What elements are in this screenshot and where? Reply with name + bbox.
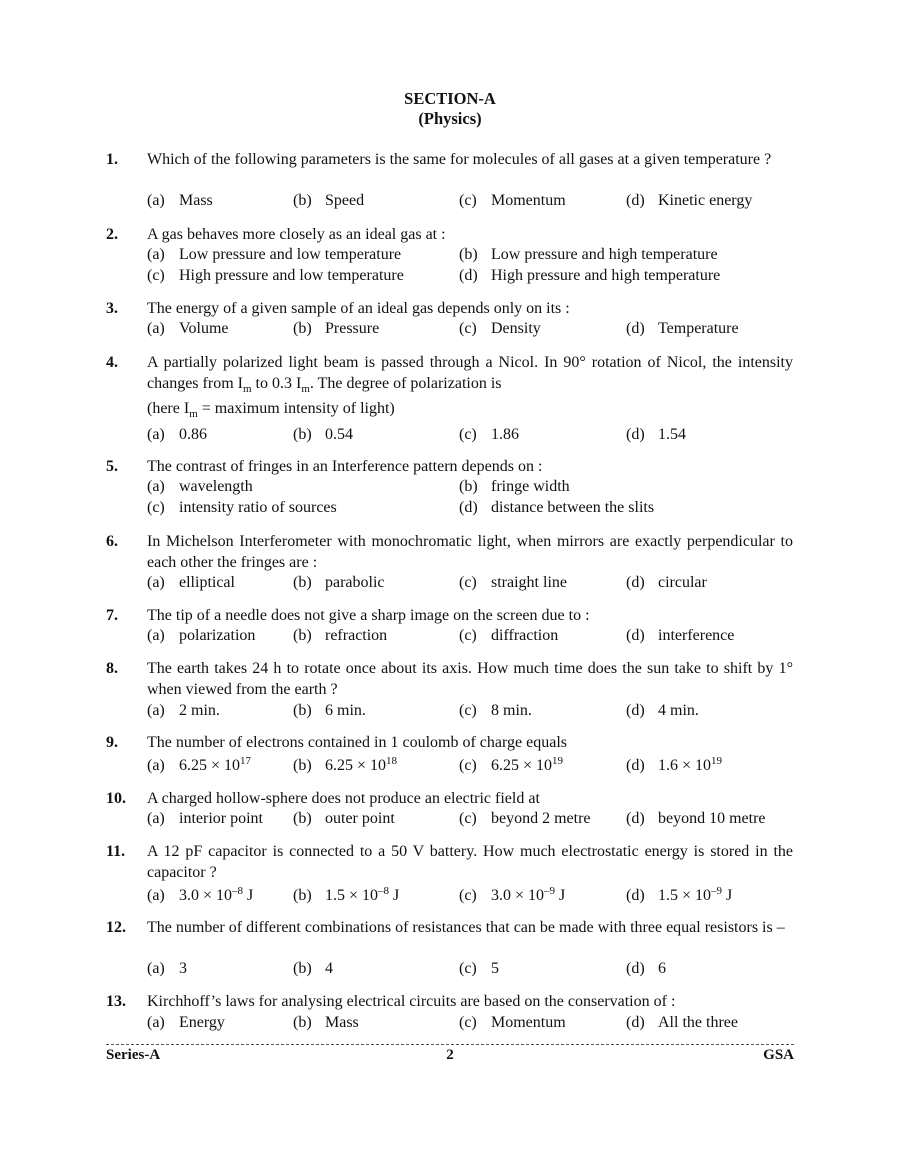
option-text: outer point [325, 810, 395, 827]
option-text: Pressure [325, 320, 380, 337]
option-label: (d) [626, 960, 645, 977]
option-label: (a) [147, 702, 165, 719]
option-label: (d) [626, 702, 645, 719]
option-a [147, 756, 251, 777]
exponent: 19 [711, 755, 723, 767]
option-text: fringe width [491, 478, 570, 495]
question-text: The number of different combinations of resistances that can be made with three equal resistors is – [147, 919, 785, 936]
option-label: (d) [626, 810, 645, 827]
option-label: (c) [459, 810, 477, 827]
option-text: parabolic [325, 574, 385, 591]
option-c [459, 701, 532, 722]
option-b [293, 191, 364, 212]
option-text: Density [491, 320, 541, 337]
question-number: 10. [106, 790, 126, 807]
question-text: The contrast of fringes in an Interference pattern depends on : [147, 458, 543, 475]
option-text: straight line [491, 574, 567, 591]
option-c [459, 626, 558, 647]
option-text: diffraction [491, 627, 559, 644]
option-label: (d) [626, 627, 645, 644]
option-text: Mass [179, 192, 213, 209]
question-number: 4. [106, 354, 118, 371]
option-a [147, 319, 228, 340]
option-text: 1.86 [491, 426, 519, 443]
option-b [293, 809, 395, 830]
option-b [459, 245, 718, 266]
option-text: interior point [179, 810, 263, 827]
option-d [459, 266, 720, 287]
option-label: (c) [459, 887, 477, 904]
unit: J [555, 887, 566, 904]
option-label: (a) [147, 574, 165, 591]
option-c [147, 266, 404, 287]
option-text: elliptical [179, 574, 235, 591]
option-text: 1.54 [658, 426, 686, 443]
option-label: (b) [293, 1014, 312, 1031]
question-number: 12. [106, 919, 126, 936]
option-text: Low pressure and low temperature [179, 246, 402, 263]
unit: J [389, 887, 400, 904]
option-label: (b) [293, 960, 312, 977]
option-label: (a) [147, 1014, 165, 1031]
option-text: 3 [179, 960, 187, 977]
option-b [459, 477, 570, 498]
option-b [293, 626, 387, 647]
option-text: wavelength [179, 478, 253, 495]
unit: J [722, 887, 733, 904]
exponent: –8 [232, 885, 244, 897]
option-d [626, 626, 734, 647]
option-text: Kinetic energy [658, 192, 753, 209]
exponent: 19 [552, 755, 564, 767]
option-text: refraction [325, 627, 388, 644]
option-a [147, 959, 187, 980]
option-text: 3.0 × 10 [491, 887, 545, 904]
option-b [293, 425, 353, 446]
option-text: polarization [179, 627, 256, 644]
option-label: (b) [293, 426, 312, 443]
question-text: The tip of a needle does not give a sharp image on the screen due to : [147, 607, 590, 624]
option-label: (a) [147, 320, 165, 337]
question-number: 1. [106, 151, 118, 168]
option-text: All the three [658, 1014, 738, 1031]
unit: J [243, 887, 254, 904]
option-c [459, 425, 519, 446]
option-label: (c) [459, 574, 477, 591]
question-number: 9. [106, 734, 118, 751]
question-text: The earth takes 24 h to rotate once about its axis. How much time does the sun take to shift by 1° when viewed from the earth ? [147, 660, 793, 698]
option-c [459, 573, 567, 594]
option-d [626, 756, 722, 777]
option-label: (c) [459, 426, 477, 443]
option-d [626, 886, 732, 907]
option-text: 6.25 × 10 [179, 757, 241, 774]
option-label: (c) [459, 702, 477, 719]
option-a [147, 886, 253, 907]
section-title: SECTION-A [404, 89, 496, 108]
option-text: 1.6 × 10 [658, 757, 712, 774]
question-number: 7. [106, 607, 118, 624]
option-c [459, 959, 499, 980]
option-label: (b) [293, 702, 312, 719]
question-number: 6. [106, 533, 118, 550]
exponent: –9 [544, 885, 556, 897]
option-d [626, 573, 707, 594]
option-label: (d) [626, 1014, 645, 1031]
option-label: (d) [626, 574, 645, 591]
question-text: A 12 pF capacitor is connected to a 50 V battery. How much electrostatic energy is stored in the capacitor ? [147, 843, 793, 881]
option-b [293, 319, 379, 340]
footer-code: GSA [763, 1047, 794, 1063]
option-text: Mass [325, 1014, 359, 1031]
option-label: (b) [459, 246, 478, 263]
option-label: (a) [147, 478, 165, 495]
option-label: (b) [293, 574, 312, 591]
option-text: 0.54 [325, 426, 353, 443]
option-text: 6.25 × 10 [491, 757, 553, 774]
option-b [293, 573, 385, 594]
option-a [147, 477, 253, 498]
option-label: (c) [459, 960, 477, 977]
option-label: (a) [147, 246, 165, 263]
option-d [626, 319, 739, 340]
option-text: Low pressure and high temperature [491, 246, 718, 263]
option-text: Energy [179, 1014, 225, 1031]
option-c [459, 756, 563, 777]
option-label: (b) [293, 192, 312, 209]
option-label: (d) [626, 192, 645, 209]
option-text: 4 min. [658, 702, 699, 719]
question-text: Kirchhoff’s laws for analysing electrical circuits are based on the conservation of : [147, 993, 676, 1010]
option-text: Temperature [658, 320, 739, 337]
question-number: 8. [106, 660, 118, 677]
footer-page-number: 2 [446, 1047, 454, 1063]
question-number: 3. [106, 300, 118, 317]
footer-divider [106, 1044, 794, 1045]
option-c [459, 809, 591, 830]
option-label: (a) [147, 627, 165, 644]
option-text: 0.86 [179, 426, 207, 443]
option-label: (a) [147, 960, 165, 977]
option-label: (d) [459, 267, 478, 284]
option-label: (d) [626, 757, 645, 774]
option-b [293, 1013, 359, 1034]
option-text: intensity ratio of sources [179, 499, 337, 516]
option-text: Momentum [491, 192, 566, 209]
option-d [626, 959, 666, 980]
section-subtitle: (Physics) [418, 109, 482, 128]
question-number: 2. [106, 226, 118, 243]
option-label: (c) [459, 192, 477, 209]
option-text: 1.5 × 10 [658, 887, 712, 904]
option-b [293, 701, 366, 722]
option-a [147, 573, 235, 594]
option-label: (c) [459, 757, 477, 774]
option-text: distance between the slits [491, 499, 655, 516]
option-label: (a) [147, 757, 165, 774]
option-text: Volume [179, 320, 229, 337]
question-number: 11. [106, 843, 126, 860]
option-text: High pressure and high temperature [491, 267, 721, 284]
option-a [147, 191, 213, 212]
option-text: 1.5 × 10 [325, 887, 379, 904]
question-number: 5. [106, 458, 118, 475]
option-label: (d) [626, 426, 645, 443]
question-number: 13. [106, 993, 126, 1010]
option-text: 8 min. [491, 702, 532, 719]
option-label: (b) [293, 810, 312, 827]
option-a [147, 245, 401, 266]
option-c [147, 498, 337, 519]
option-text: Speed [325, 192, 365, 209]
option-label: (a) [147, 810, 165, 827]
question-text: A charged hollow-sphere does not produce an electric field at [147, 790, 540, 807]
option-c [459, 191, 566, 212]
option-c [459, 319, 541, 340]
option-a [147, 701, 220, 722]
option-text: beyond 2 metre [491, 810, 591, 827]
option-label: (b) [293, 627, 312, 644]
option-b [293, 886, 399, 907]
option-b [293, 959, 333, 980]
option-c [459, 886, 565, 907]
option-a [147, 626, 255, 647]
option-d [459, 498, 654, 519]
question-text: The energy of a given sample of an ideal gas depends only on its : [147, 300, 570, 317]
option-text: Momentum [491, 1014, 566, 1031]
exponent: 17 [240, 755, 252, 767]
option-label: (a) [147, 192, 165, 209]
option-label: (c) [459, 1014, 477, 1031]
option-d [626, 191, 752, 212]
exponent: –9 [711, 885, 723, 897]
option-label: (d) [626, 887, 645, 904]
option-text: 6 [658, 960, 666, 977]
option-label: (a) [147, 426, 165, 443]
option-d [626, 701, 699, 722]
exponent: –8 [378, 885, 390, 897]
option-label: (b) [459, 478, 478, 495]
option-d [626, 1013, 738, 1034]
option-label: (b) [293, 887, 312, 904]
question-text: Which of the following parameters is the same for molecules of all gases at a given temperature ? [147, 151, 772, 168]
option-text: 6 min. [325, 702, 366, 719]
option-text: beyond 10 metre [658, 810, 766, 827]
option-text: High pressure and low temperature [179, 267, 404, 284]
question-text: A partially polarized light beam is passed through a Nicol. In 90° rotation of Nicol, the intensity changes from $I_m$ to 0.3 $I_m$. The degree of polarization is [147, 354, 793, 395]
option-d [626, 809, 766, 830]
option-label: (d) [626, 320, 645, 337]
option-text: 6.25 × 10 [325, 757, 387, 774]
option-a [147, 809, 263, 830]
option-label: (b) [293, 320, 312, 337]
option-label: (c) [459, 627, 477, 644]
option-label: (c) [147, 499, 165, 516]
option-d [626, 425, 686, 446]
option-text: interference [658, 627, 735, 644]
option-b [293, 756, 397, 777]
option-label: (c) [459, 320, 477, 337]
option-label: (c) [147, 267, 165, 284]
option-text: 5 [491, 960, 499, 977]
question-note: (here $I_m$ = maximum intensity of light) [147, 400, 395, 420]
option-a [147, 425, 207, 446]
option-text: 4 [325, 960, 333, 977]
question-text: A gas behaves more closely as an ideal gas at : [147, 226, 446, 243]
option-label: (d) [459, 499, 478, 516]
option-label: (a) [147, 887, 165, 904]
footer-series: Series-A [106, 1047, 161, 1063]
option-a [147, 1013, 225, 1034]
option-c [459, 1013, 566, 1034]
question-text: In Michelson Interferometer with monochromatic light, when mirrors are exactly perpendicular to each other the fringes are : [147, 533, 793, 571]
option-text: 2 min. [179, 702, 220, 719]
option-text: 3.0 × 10 [179, 887, 233, 904]
exponent: 18 [386, 755, 398, 767]
question-text: The number of electrons contained in 1 coulomb of charge equals [147, 734, 568, 751]
option-text: circular [658, 574, 707, 591]
option-label: (b) [293, 757, 312, 774]
